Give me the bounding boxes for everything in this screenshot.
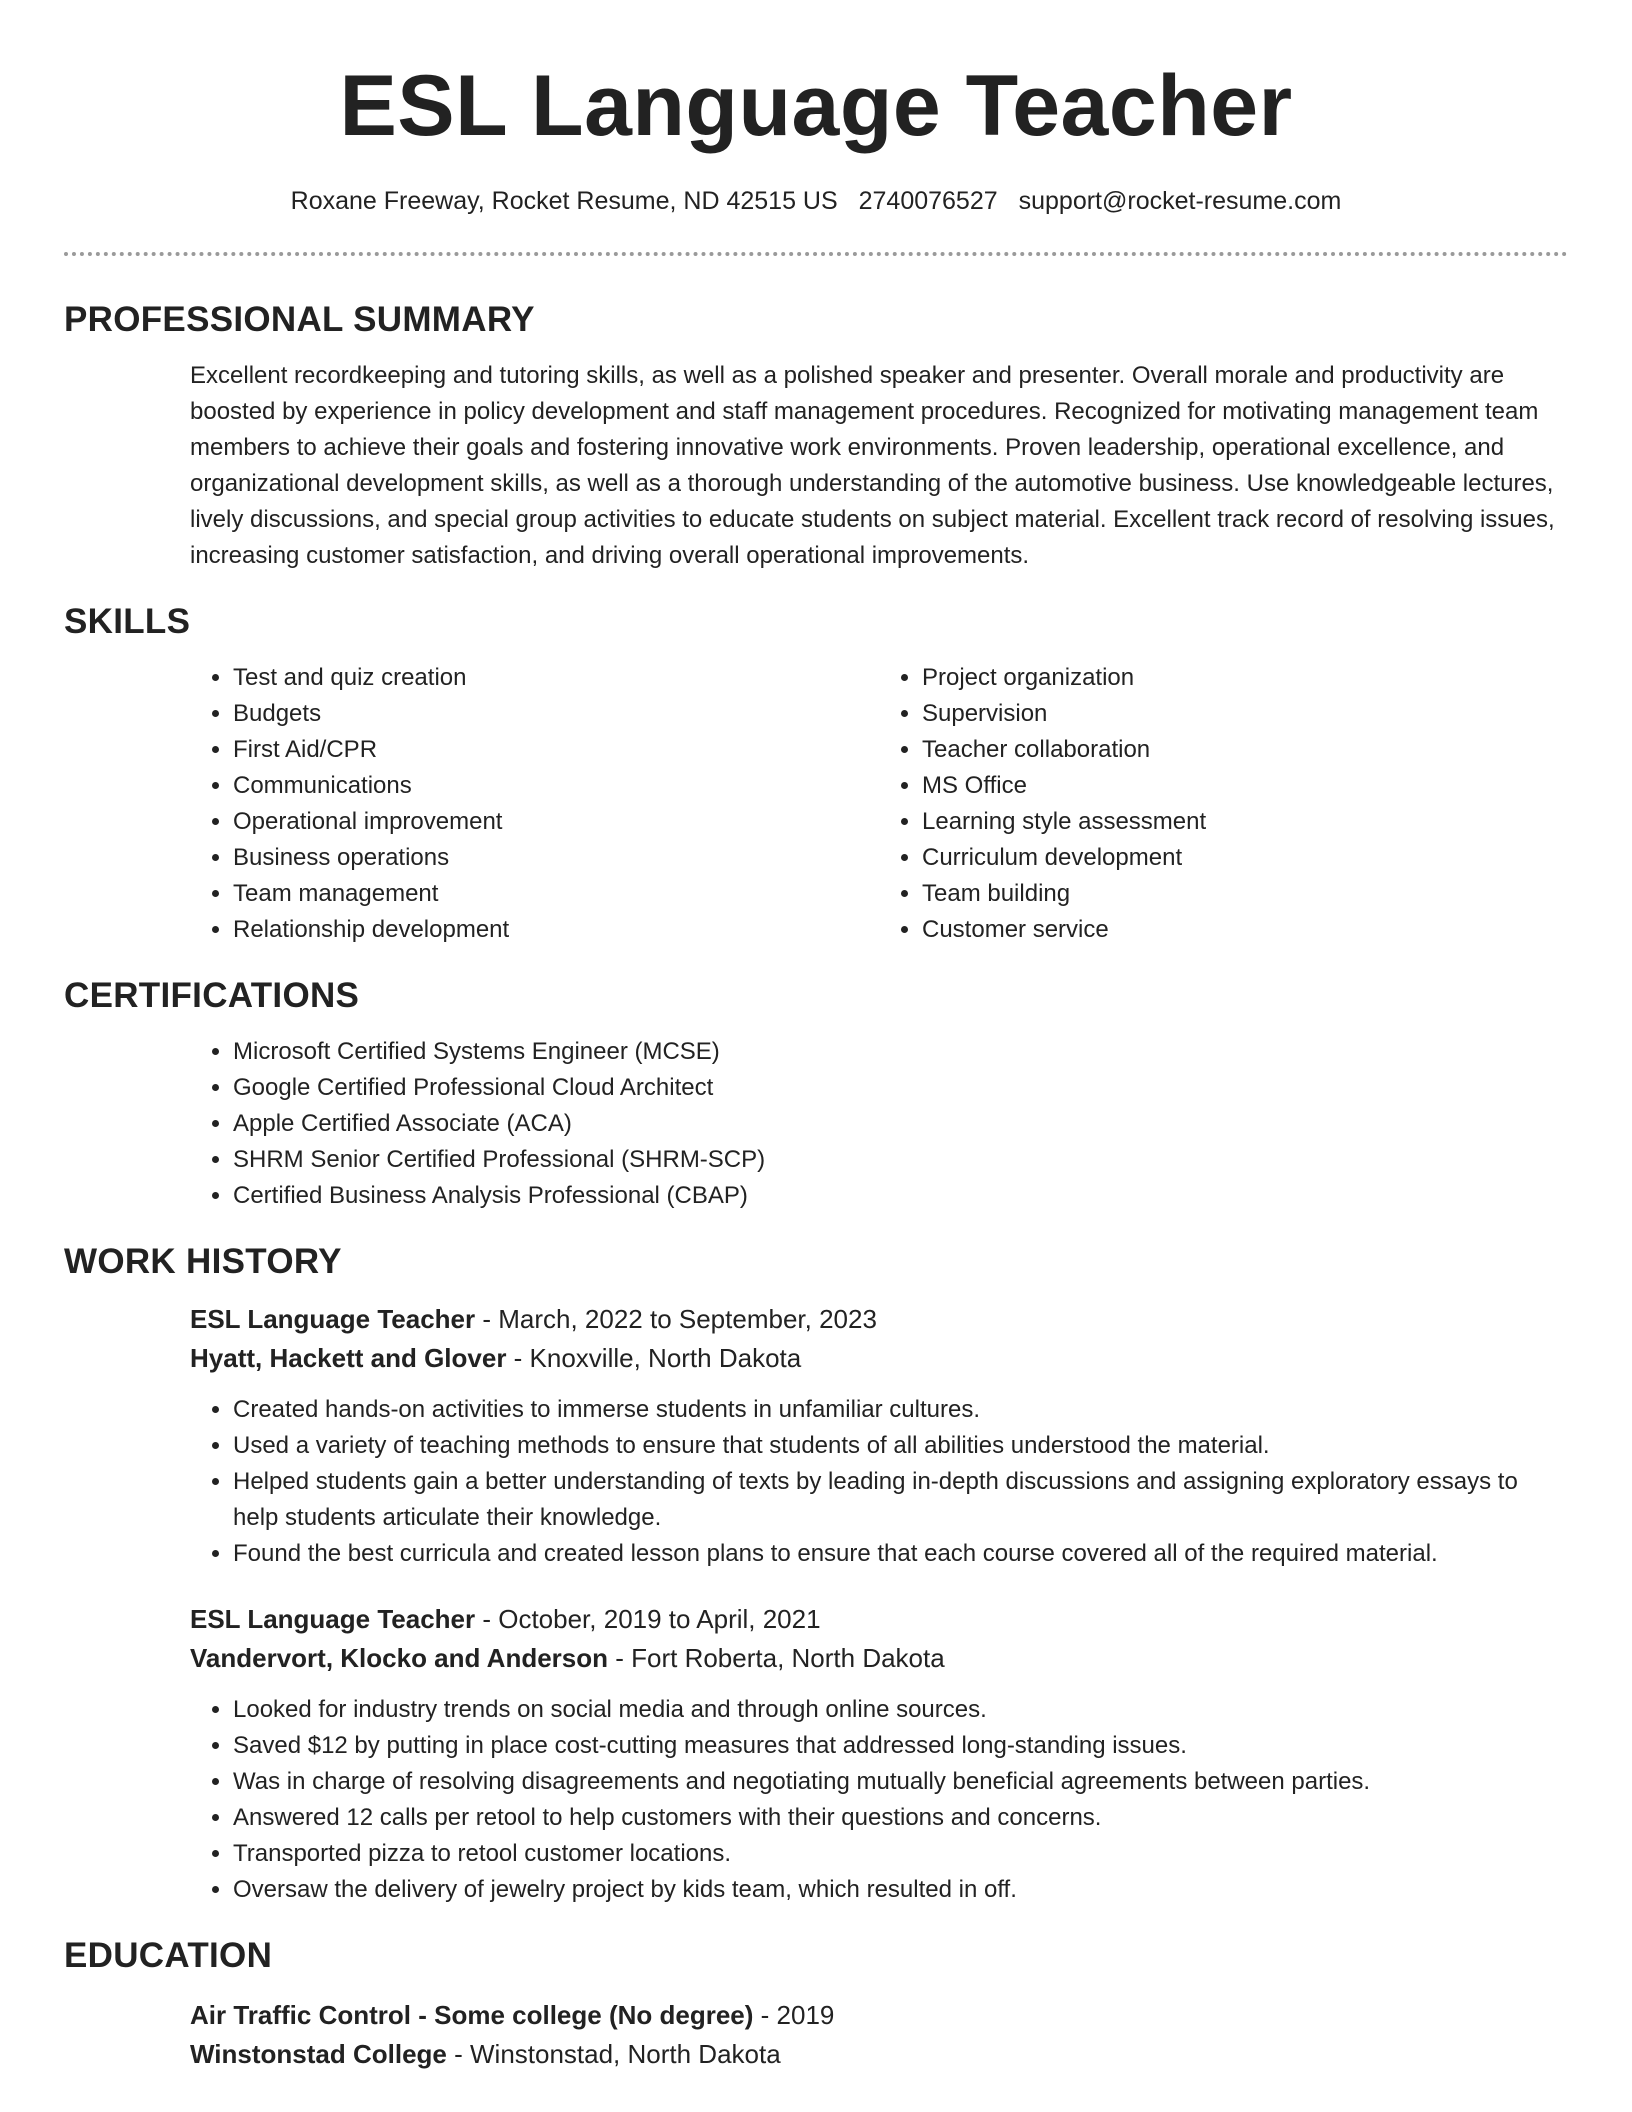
list-item: • Learning style assessment bbox=[922, 804, 1568, 840]
list-item: • Answered 12 calls per retool to help customers with their questions and concerns. bbox=[233, 1800, 1568, 1836]
list-item: • Supervision bbox=[922, 696, 1568, 732]
list-item: • Project organization bbox=[922, 660, 1568, 696]
contact-phone: 2740076527 bbox=[858, 187, 998, 215]
list-item: • Found the best curricula and created lesson plans to ensure that each course covered all of the required material. bbox=[233, 1536, 1568, 1572]
education-location: - Winstonstad, North Dakota bbox=[446, 2039, 781, 2069]
list-item: • Oversaw the delivery of jewelry project by kids team, which resulted in off. bbox=[233, 1872, 1568, 1908]
job-title-line bbox=[190, 1600, 1568, 1639]
certifications-heading: CERTIFICATIONS bbox=[64, 976, 360, 1015]
certifications-list bbox=[190, 1034, 1568, 1214]
job-dates: - March, 2022 to September, 2023 bbox=[475, 1304, 877, 1334]
list-item: • Google Certified Professional Cloud Architect bbox=[233, 1070, 1568, 1106]
education-school: Winstonstad College bbox=[190, 2039, 447, 2069]
job-role: ESL Language Teacher bbox=[190, 1604, 476, 1634]
list-item: • Helped students gain a better understanding of texts by leading in-depth discussions and assigning exploratory essays to help students articulate their knowledge. bbox=[233, 1464, 1568, 1536]
job-location: - Fort Roberta, North Dakota bbox=[608, 1643, 945, 1673]
contact-line bbox=[64, 184, 1568, 218]
list-item: • Team building bbox=[922, 876, 1568, 912]
education-heading: EDUCATION bbox=[64, 1936, 273, 1975]
education-degree-line bbox=[190, 1996, 1568, 2035]
job-duties bbox=[190, 1392, 1568, 1572]
list-item: • Communications bbox=[233, 768, 879, 804]
list-item: • SHRM Senior Certified Professional (SHRM-SCP) bbox=[233, 1142, 1568, 1178]
list-item: • Operational improvement bbox=[233, 804, 879, 840]
list-item: • Was in charge of resolving disagreements and negotiating mutually beneficial agreements between parties. bbox=[233, 1764, 1568, 1800]
list-item: • Transported pizza to retool customer locations. bbox=[233, 1836, 1568, 1872]
work-history-section bbox=[190, 1300, 1568, 1908]
education-school-line bbox=[190, 2035, 1568, 2074]
list-item: • Certified Business Analysis Professional (CBAP) bbox=[233, 1178, 1568, 1214]
list-item: • Curriculum development bbox=[922, 840, 1568, 876]
list-item: • Used a variety of teaching methods to ensure that students of all abilities understood the material. bbox=[233, 1428, 1568, 1464]
list-item: • Business operations bbox=[233, 840, 879, 876]
job-company-line bbox=[190, 1639, 1568, 1678]
list-item: • Apple Certified Associate (ACA) bbox=[233, 1106, 1568, 1142]
job-title-line bbox=[190, 1300, 1568, 1339]
job-location: - Knoxville, North Dakota bbox=[506, 1343, 802, 1373]
summary-text: Excellent recordkeeping and tutoring skills, as well as a polished speaker and presenter. Overall morale and productivity are boosted by experience in policy development and staff management procedures. Recognized for motivating management team members to achieve their goals and fostering innovative work environments. Proven leadership, operational excellence, and organizational development skills, as well as a thorough understanding of the automotive business. Use knowledgeable lectures, lively discussions, and special group activities to educate students on subject material. Excellent track record of resolving issues, increasing customer satisfaction, and driving overall operational improvements. bbox=[190, 362, 1555, 569]
job-company-line bbox=[190, 1339, 1568, 1378]
list-item: • MS Office bbox=[922, 768, 1568, 804]
job-duties bbox=[190, 1692, 1568, 1908]
list-item: • Teacher collaboration bbox=[922, 732, 1568, 768]
skills-section bbox=[190, 660, 1568, 948]
list-item: • Test and quiz creation bbox=[233, 660, 879, 696]
header-divider bbox=[64, 252, 1568, 256]
job-dates: - October, 2019 to April, 2021 bbox=[475, 1604, 821, 1634]
list-item: • Microsoft Certified Systems Engineer (MCSE) bbox=[233, 1034, 1568, 1070]
job-entry bbox=[190, 1600, 1568, 1908]
job-entry bbox=[190, 1300, 1568, 1572]
contact-email: support@rocket-resume.com bbox=[1018, 187, 1342, 215]
job-company: Hyatt, Hackett and Glover bbox=[190, 1343, 507, 1373]
job-company: Vandervort, Klocko and Anderson bbox=[190, 1643, 609, 1673]
resume-name: ESL Language Teacher bbox=[339, 58, 1293, 154]
list-item: • Team management bbox=[233, 876, 879, 912]
work-history-heading: WORK HISTORY bbox=[64, 1242, 342, 1281]
resume-page bbox=[64, 0, 1568, 2074]
list-item: • First Aid/CPR bbox=[233, 732, 879, 768]
list-item: • Customer service bbox=[922, 912, 1568, 948]
skills-list-right bbox=[879, 660, 1568, 948]
education-year: - 2019 bbox=[753, 2000, 835, 2030]
list-item: • Created hands-on activities to immerse students in unfamiliar cultures. bbox=[233, 1392, 1568, 1428]
summary-heading: PROFESSIONAL SUMMARY bbox=[64, 300, 535, 339]
education-degree: Air Traffic Control - Some college (No degree) bbox=[190, 2000, 754, 2030]
certifications-section bbox=[190, 1034, 1568, 1214]
summary-section bbox=[190, 358, 1568, 574]
list-item: • Relationship development bbox=[233, 912, 879, 948]
list-item: • Saved $12 by putting in place cost-cutting measures that addressed long-standing issues. bbox=[233, 1728, 1568, 1764]
contact-address: Roxane Freeway, Rocket Resume, ND 42515 US bbox=[290, 187, 838, 215]
job-role: ESL Language Teacher bbox=[190, 1304, 476, 1334]
education-section bbox=[190, 1996, 1568, 2074]
skills-heading: SKILLS bbox=[64, 602, 191, 641]
skills-list-left bbox=[190, 660, 879, 948]
list-item: • Looked for industry trends on social media and through online sources. bbox=[233, 1692, 1568, 1728]
list-item: • Budgets bbox=[233, 696, 879, 732]
